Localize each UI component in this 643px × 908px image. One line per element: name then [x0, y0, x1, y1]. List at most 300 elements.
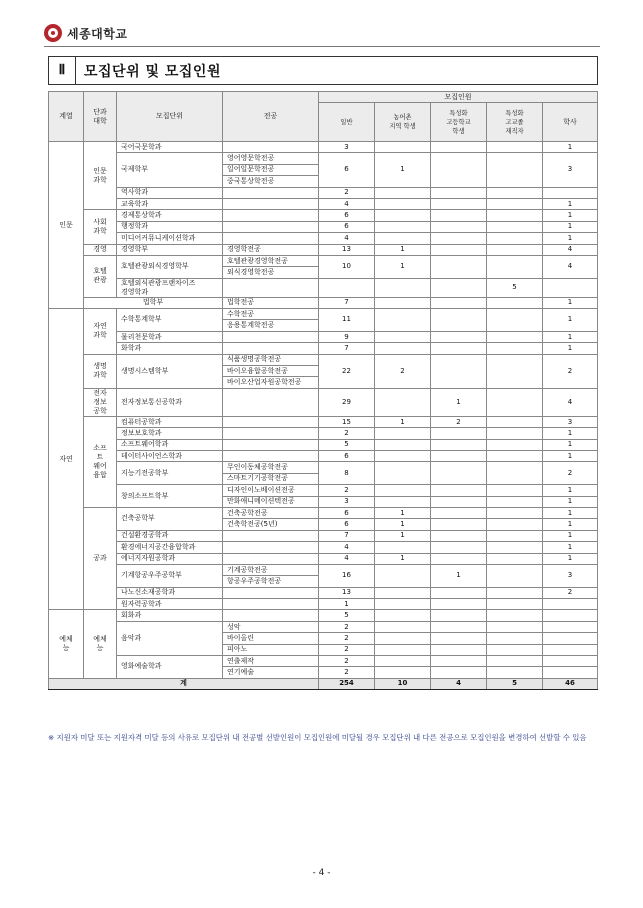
rural-cell [375, 142, 431, 153]
major-cell [223, 553, 319, 564]
unit-cell: 나노신소재공학과 [117, 587, 223, 598]
rural-cell [375, 309, 431, 332]
bachelor-cell [543, 621, 598, 632]
bachelor-cell [543, 633, 598, 644]
major-cell [223, 343, 319, 354]
special-hs-cell [431, 450, 487, 461]
special-hs-cell [431, 496, 487, 507]
bachelor-cell [543, 187, 598, 198]
special-grad-cell [487, 388, 543, 416]
total-special-grad: 5 [487, 678, 543, 689]
major-cell [223, 210, 319, 221]
major-cell [223, 587, 319, 598]
general-cell: 4 [319, 542, 375, 553]
special-hs-cell [431, 610, 487, 621]
major-cell [223, 233, 319, 244]
special-grad-cell [487, 542, 543, 553]
general-cell: 13 [319, 244, 375, 255]
bachelor-cell: 4 [543, 388, 598, 416]
special-hs-cell [431, 656, 487, 667]
general-cell: 2 [319, 656, 375, 667]
header-bachelor: 학사 [543, 103, 598, 142]
major-cell: 건축학전공(5년) [223, 519, 319, 530]
college-group-cell: 예체 능 [49, 610, 84, 678]
rural-cell: 1 [375, 255, 431, 278]
rural-cell: 2 [375, 354, 431, 388]
general-cell: 11 [319, 309, 375, 332]
bachelor-cell [543, 599, 598, 610]
rural-cell [375, 450, 431, 461]
section-title-box [48, 56, 598, 85]
table-row [49, 485, 598, 496]
special-hs-cell [431, 485, 487, 496]
rural-cell [375, 198, 431, 209]
unit-cell: 회화과 [117, 610, 223, 621]
section-title: 모집단위 및 모집인원 [84, 63, 221, 80]
rural-cell [375, 542, 431, 553]
general-cell: 4 [319, 553, 375, 564]
major-cell: 법학전공 [223, 297, 319, 308]
total-row [49, 678, 598, 689]
major-cell: 일어일문학전공 [223, 164, 319, 175]
bachelor-cell: 1 [543, 496, 598, 507]
table-row [49, 587, 598, 598]
special-grad-cell [487, 450, 543, 461]
rural-cell [375, 496, 431, 507]
major-cell [223, 610, 319, 621]
rural-cell [375, 587, 431, 598]
special-hs-cell: 1 [431, 564, 487, 587]
unit-cell: 경제통상학과 [117, 210, 223, 221]
bachelor-cell: 2 [543, 462, 598, 485]
bachelor-cell: 1 [543, 309, 598, 332]
general-cell: 5 [319, 610, 375, 621]
bachelor-cell: 3 [543, 416, 598, 427]
table-row [49, 221, 598, 232]
rural-cell [375, 331, 431, 342]
special-hs-cell: 2 [431, 416, 487, 427]
general-cell: 2 [319, 621, 375, 632]
bachelor-cell: 1 [543, 233, 598, 244]
special-grad-cell [487, 530, 543, 541]
unit-cell: 원자력공학과 [117, 599, 223, 610]
major-cell [223, 428, 319, 439]
special-hs-cell [431, 542, 487, 553]
special-hs-cell [431, 519, 487, 530]
general-cell: 7 [319, 530, 375, 541]
major-cell: 건축공학전공 [223, 507, 319, 518]
rural-cell [375, 656, 431, 667]
special-hs-cell [431, 644, 487, 655]
special-grad-cell [487, 633, 543, 644]
general-cell: 8 [319, 462, 375, 485]
table-row [49, 331, 598, 342]
bachelor-cell: 1 [543, 542, 598, 553]
major-cell: 응용통계학전공 [223, 320, 319, 331]
table-row [49, 244, 598, 255]
special-hs-cell [431, 233, 487, 244]
special-grad-cell [487, 621, 543, 632]
major-cell [223, 439, 319, 450]
special-grad-cell [487, 610, 543, 621]
bachelor-cell: 1 [543, 331, 598, 342]
table-row [49, 278, 598, 297]
general-cell: 6 [319, 450, 375, 461]
general-cell: 4 [319, 233, 375, 244]
unit-cell: 호텔관광외식경영학부 [117, 255, 223, 278]
unit-cell: 환경에너지공간융합학과 [117, 542, 223, 553]
major-cell: 식품생명공학전공 [223, 354, 319, 365]
general-cell: 5 [319, 439, 375, 450]
general-cell: 4 [319, 198, 375, 209]
special-grad-cell [487, 439, 543, 450]
special-hs-cell [431, 530, 487, 541]
college-cell: 소프 트 웨어 융합 [84, 416, 117, 507]
general-cell: 2 [319, 428, 375, 439]
major-cell: 수학전공 [223, 309, 319, 320]
special-hs-cell [431, 553, 487, 564]
special-hs-cell [431, 255, 487, 278]
rural-cell [375, 462, 431, 485]
special-hs-cell [431, 354, 487, 388]
bachelor-cell: 1 [543, 439, 598, 450]
section-number: Ⅱ [49, 57, 76, 84]
bachelor-cell: 2 [543, 354, 598, 388]
general-cell: 3 [319, 496, 375, 507]
special-grad-cell [487, 519, 543, 530]
college-group-cell: 인문 [49, 142, 84, 309]
unit-cell: 호텔외식관광프랜차이즈 경영학과 [117, 278, 223, 297]
header-college-group: 계열 [49, 92, 84, 142]
special-grad-cell [487, 255, 543, 278]
unit-cell: 생명시스템학부 [117, 354, 223, 388]
college-cell: 생명 과학 [84, 354, 117, 388]
table-row [49, 553, 598, 564]
footnote: ※ 지원자 미달 또는 지원자격 미달 등의 사유로 모집단위 내 전공별 선발인원이 모집인원에 미달될 경우 모집단위 내 다른 전공으로 모집인원을 변경하여 선발할 수 있음 [48, 733, 587, 742]
table-row [49, 388, 598, 416]
bachelor-cell: 4 [543, 244, 598, 255]
general-cell: 6 [319, 519, 375, 530]
special-grad-cell [487, 667, 543, 678]
major-cell: 영어영문학전공 [223, 153, 319, 164]
general-cell: 15 [319, 416, 375, 427]
major-cell [223, 331, 319, 342]
special-grad-cell [487, 587, 543, 598]
major-cell: 항공우주공학전공 [223, 576, 319, 587]
rural-cell [375, 388, 431, 416]
general-cell: 2 [319, 633, 375, 644]
bachelor-cell: 1 [543, 343, 598, 354]
rural-cell [375, 644, 431, 655]
special-grad-cell [487, 416, 543, 427]
table-row [49, 210, 598, 221]
total-general: 254 [319, 678, 375, 689]
general-cell: 2 [319, 667, 375, 678]
college-cell: 인문 과학 [84, 142, 117, 210]
table-row [49, 656, 598, 667]
general-cell: 2 [319, 485, 375, 496]
unit-cell: 지능기전공학부 [117, 462, 223, 485]
special-grad-cell [487, 428, 543, 439]
college-cell: 예체 능 [84, 610, 117, 678]
rural-cell [375, 667, 431, 678]
major-cell: 바이오융합공학전공 [223, 366, 319, 377]
general-cell: 13 [319, 587, 375, 598]
special-grad-cell [487, 309, 543, 332]
college-cell: 경영 [84, 244, 117, 255]
college-cell: 자연 과학 [84, 309, 117, 355]
total-label: 계 [49, 678, 319, 689]
rural-cell [375, 621, 431, 632]
special-grad-cell [487, 331, 543, 342]
table-row [49, 354, 598, 365]
special-grad-cell [487, 553, 543, 564]
table-row [49, 198, 598, 209]
unit-cell: 영화예술학과 [117, 656, 223, 679]
bachelor-cell [543, 656, 598, 667]
special-hs-cell [431, 221, 487, 232]
bachelor-cell: 1 [543, 142, 598, 153]
rural-cell [375, 233, 431, 244]
major-cell: 기계공학전공 [223, 564, 319, 575]
unit-cell: 컴퓨터공학과 [117, 416, 223, 427]
college-cell: 사회 과학 [84, 210, 117, 244]
special-hs-cell [431, 428, 487, 439]
college-cell: 법학부 [84, 297, 223, 308]
general-cell: 6 [319, 221, 375, 232]
rural-cell: 1 [375, 553, 431, 564]
special-grad-cell [487, 198, 543, 209]
major-cell: 바이오산업자원공학전공 [223, 377, 319, 388]
rural-cell [375, 485, 431, 496]
table-row [49, 142, 598, 153]
header-general: 일반 [319, 103, 375, 142]
special-hs-cell [431, 633, 487, 644]
bachelor-cell: 1 [543, 428, 598, 439]
rural-cell [375, 439, 431, 450]
special-hs-cell [431, 142, 487, 153]
table-row [49, 297, 598, 308]
unit-cell: 정보보호학과 [117, 428, 223, 439]
major-cell [223, 416, 319, 427]
special-hs-cell [431, 507, 487, 518]
special-grad-cell [487, 564, 543, 587]
unit-cell: 데이터사이언스학과 [117, 450, 223, 461]
unit-cell: 기계항공우주공학부 [117, 564, 223, 587]
university-name: 세종대학교 [67, 26, 128, 41]
college-cell: 호텔 관광 [84, 255, 117, 297]
major-cell: 연기예술 [223, 667, 319, 678]
general-cell: 6 [319, 210, 375, 221]
bachelor-cell: 2 [543, 587, 598, 598]
unit-cell: 국어국문학과 [117, 142, 223, 153]
bachelor-cell: 1 [543, 297, 598, 308]
special-grad-cell: 5 [487, 278, 543, 297]
table-row [49, 621, 598, 632]
general-cell: 1 [319, 599, 375, 610]
major-cell: 연출제작 [223, 656, 319, 667]
table-row [49, 153, 598, 164]
rural-cell [375, 564, 431, 587]
major-cell: 스마트기기공학전공 [223, 473, 319, 484]
unit-cell: 화학과 [117, 343, 223, 354]
unit-cell: 물리천문학과 [117, 331, 223, 342]
major-cell [223, 221, 319, 232]
special-grad-cell [487, 221, 543, 232]
unit-cell: 국제학부 [117, 153, 223, 187]
major-cell [223, 388, 319, 416]
rural-cell [375, 210, 431, 221]
college-group-cell: 자연 [49, 309, 84, 610]
header-unit: 모집단위 [117, 92, 223, 142]
total-special-hs: 4 [431, 678, 487, 689]
special-hs-cell [431, 198, 487, 209]
major-cell: 바이올린 [223, 633, 319, 644]
rural-cell [375, 187, 431, 198]
unit-cell: 전자정보통신공학과 [117, 388, 223, 416]
major-cell [223, 187, 319, 198]
major-cell: 만화애니메이션텍전공 [223, 496, 319, 507]
major-cell [223, 530, 319, 541]
special-grad-cell [487, 485, 543, 496]
special-grad-cell [487, 599, 543, 610]
general-cell: 10 [319, 255, 375, 278]
table-row [49, 187, 598, 198]
header-row [49, 92, 598, 103]
unit-cell: 창의소프트학부 [117, 485, 223, 508]
major-cell: 디자인이노베이션전공 [223, 485, 319, 496]
special-grad-cell [487, 462, 543, 485]
rural-cell: 1 [375, 507, 431, 518]
general-cell: 6 [319, 153, 375, 187]
special-grad-cell [487, 507, 543, 518]
page-number: - 4 - [312, 868, 331, 878]
special-grad-cell [487, 187, 543, 198]
bachelor-cell: 1 [543, 485, 598, 496]
rural-cell: 1 [375, 530, 431, 541]
header-college: 단과 대학 [84, 92, 117, 142]
header-major: 전공 [223, 92, 319, 142]
bachelor-cell: 1 [543, 210, 598, 221]
header-special-hs: 특성화 고등학교 학생 [431, 103, 487, 142]
rural-cell [375, 278, 431, 297]
bachelor-cell [543, 278, 598, 297]
bachelor-cell: 1 [543, 507, 598, 518]
table-row [49, 416, 598, 427]
header-divider [44, 46, 600, 47]
special-grad-cell [487, 210, 543, 221]
table-row [49, 343, 598, 354]
general-cell: 29 [319, 388, 375, 416]
unit-cell: 수학통계학부 [117, 309, 223, 332]
rural-cell [375, 343, 431, 354]
rural-cell [375, 610, 431, 621]
general-cell: 2 [319, 644, 375, 655]
table-row [49, 255, 598, 266]
table-row [49, 507, 598, 518]
bachelor-cell: 3 [543, 153, 598, 187]
table-row [49, 450, 598, 461]
major-cell: 피아노 [223, 644, 319, 655]
college-cell: 공과 [84, 507, 117, 610]
special-hs-cell [431, 667, 487, 678]
table-row [49, 233, 598, 244]
special-grad-cell [487, 656, 543, 667]
rural-cell [375, 599, 431, 610]
unit-cell: 행정학과 [117, 221, 223, 232]
rural-cell [375, 428, 431, 439]
general-cell: 16 [319, 564, 375, 587]
general-cell: 9 [319, 331, 375, 342]
rural-cell: 1 [375, 519, 431, 530]
special-hs-cell [431, 297, 487, 308]
special-hs-cell [431, 244, 487, 255]
general-cell: 22 [319, 354, 375, 388]
college-cell: 전자 정보 공학 [84, 388, 117, 416]
table-row [49, 462, 598, 473]
header-special-grad: 특성화 고교졸 재직자 [487, 103, 543, 142]
special-hs-cell [431, 187, 487, 198]
special-grad-cell [487, 153, 543, 187]
table-row [49, 439, 598, 450]
major-cell [223, 278, 319, 297]
major-cell: 성악 [223, 621, 319, 632]
table-row [49, 428, 598, 439]
bachelor-cell: 1 [543, 519, 598, 530]
unit-cell: 건축공학부 [117, 507, 223, 530]
bachelor-cell: 4 [543, 255, 598, 278]
general-cell [319, 278, 375, 297]
major-cell [223, 142, 319, 153]
special-hs-cell [431, 599, 487, 610]
major-cell: 외식경영학전공 [223, 267, 319, 278]
general-cell: 2 [319, 187, 375, 198]
general-cell: 7 [319, 297, 375, 308]
bachelor-cell [543, 644, 598, 655]
general-cell: 3 [319, 142, 375, 153]
table-row [49, 564, 598, 575]
rural-cell [375, 297, 431, 308]
bachelor-cell: 1 [543, 221, 598, 232]
bachelor-cell [543, 610, 598, 621]
table-row [49, 610, 598, 621]
special-grad-cell [487, 233, 543, 244]
unit-cell: 음악과 [117, 621, 223, 655]
unit-cell: 교육학과 [117, 198, 223, 209]
general-cell: 7 [319, 343, 375, 354]
unit-cell: 역사학과 [117, 187, 223, 198]
unit-cell: 에너지자원공학과 [117, 553, 223, 564]
major-cell: 무인이동체공학전공 [223, 462, 319, 473]
major-cell: 경영학전공 [223, 244, 319, 255]
rural-cell [375, 221, 431, 232]
table-row [49, 309, 598, 320]
table-row [49, 530, 598, 541]
unit-cell: 소프트웨어학과 [117, 439, 223, 450]
major-cell [223, 599, 319, 610]
general-cell: 6 [319, 507, 375, 518]
special-hs-cell [431, 587, 487, 598]
special-hs-cell [431, 309, 487, 332]
special-hs-cell [431, 210, 487, 221]
rural-cell [375, 633, 431, 644]
header-quota: 모집인원 [319, 92, 598, 103]
special-grad-cell [487, 297, 543, 308]
rural-cell: 1 [375, 153, 431, 187]
special-grad-cell [487, 354, 543, 388]
special-hs-cell [431, 278, 487, 297]
university-seal-icon [44, 24, 62, 42]
